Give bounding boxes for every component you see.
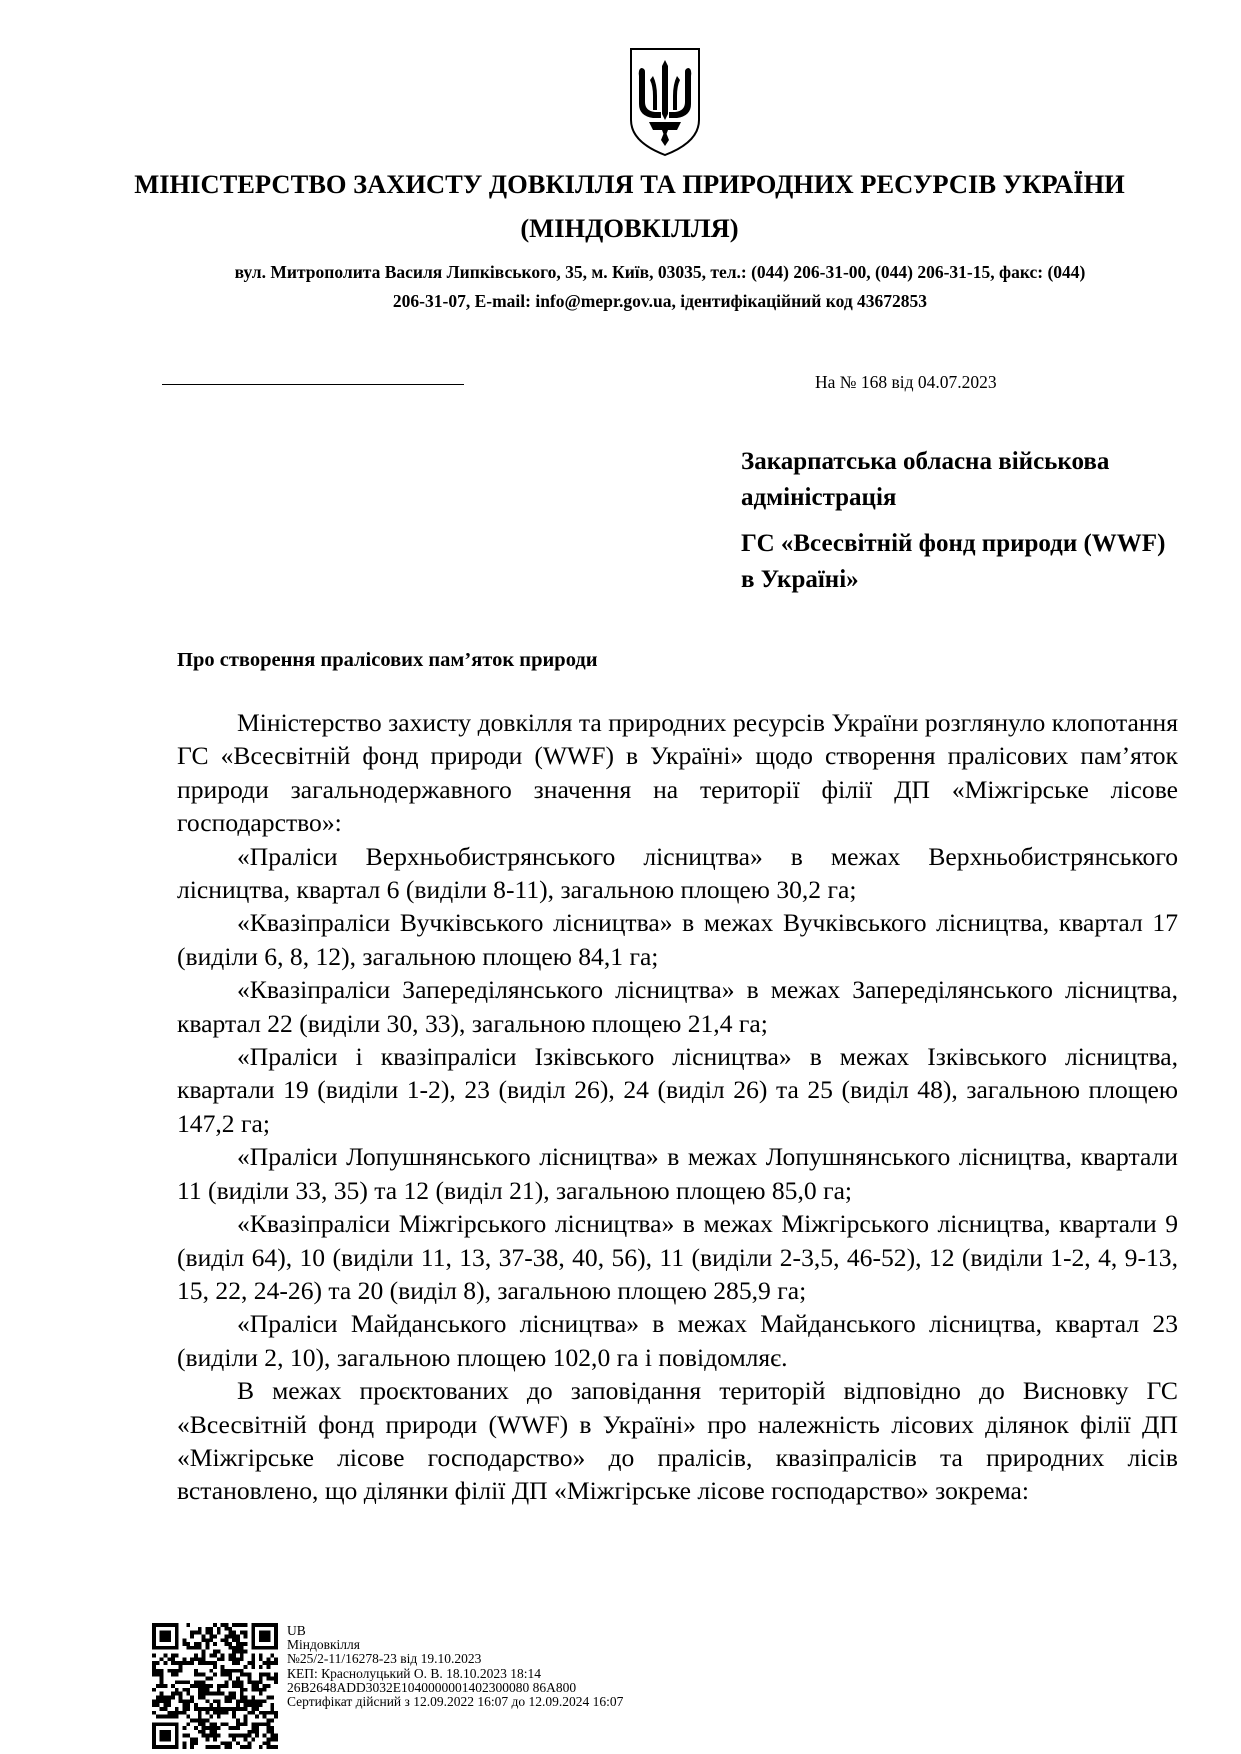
stamp-line: Сертифікат дійсний з 12.09.2022 16:07 до 12.09.2024 16:07 — [287, 1694, 624, 1710]
letter-subject: Про створення пралісових пам’яток природи — [177, 649, 598, 671]
address-line-2: 206-31-07, E-mail: info@mepr.gov.ua, ідентифікаційний код 43672853 — [392, 291, 928, 311]
ministry-short-name: (МІНДОВКІЛЛЯ) — [520, 213, 739, 243]
body-paragraph: «Праліси і квазіпраліси Ізківського лісництва» в межах Ізківського лісництва, квартали 19 (виділи 1-2), 23 (виділ 26), 24 (виділ 26) та 25 (виділ 48), загальною площею 147,2 га; — [177, 1042, 1178, 1138]
stamp-line: КЕП: Краснолуцький О. В. 18.10.2023 18:14 — [287, 1665, 542, 1681]
addressee-2: ГС «Всесвітній фонд природи (WWF) в Україні» — [741, 530, 1166, 593]
stamp-line: UB — [287, 1623, 306, 1638]
stamp-line: Міндовкілля — [287, 1637, 360, 1653]
body-paragraph: «Праліси Лопушнянського лісництва» в межах Лопушнянського лісництва, квартали 11 (виділи 33, 35) та 12 (виділ 21), загальною площею 85,0 га; — [177, 1142, 1178, 1205]
registration-number-line — [162, 384, 464, 385]
body-paragraph: Міністерство захисту довкілля та природних ресурсів України розглянуло клопотання ГС «Всесвітній фонд природи (WWF) в Україні» щодо створення пралісових пам’яток природи загальнодержавного значення на території філії ДП «Міжгірське лісове господарство»: — [177, 708, 1178, 838]
in-reply-to-reference: На № 168 від 04.07.2023 — [815, 372, 997, 392]
body-paragraph: «Квазіпраліси Запереділянського лісництва» в межах Запереділянського лісництва, квартал 22 (виділи 30, 33), загальною площею 21,4 га; — [177, 975, 1178, 1038]
ministry-address — [160, 258, 1160, 316]
body-paragraph: «Квазіпраліси Міжгірського лісництва» в межах Міжгірського лісництва, квартали 9 (виділ 64), 10 (виділи 11, 13, 37-38, 40, 56), 11 (виділи 2-3,5, 46-52), 12 (виділи 1-2, 4, 9-13, 15, 22, 24-26) та 20 (виділ 8), загальною площею 285,9 га; — [177, 1209, 1178, 1305]
body-paragraph: «Праліси Майданського лісництва» в межах Майданського лісництва, квартал 23 (виділи 2, 10), загальною площею 102,0 га і повідомляє. — [177, 1309, 1178, 1372]
body-paragraph: В межах проєктованих до заповідання територій відповідно до Висновку ГС «Всесвітній фонд природи (WWF) в Україні» про належність лісових ділянок філії ДП «Міжгірське лісове господарство» до пралісів, квазіпралісів та природних лісів встановлено, що ділянки філії ДП «Міжгірське лісове господарство» зокрема: — [177, 1376, 1178, 1506]
stamp-line: 26B2648ADD3032E1040000001402300080 86A800 — [287, 1679, 577, 1695]
address-line-1: вул. Митрополита Василя Липківського, 35, м. Київ, 03035, тел.: (044) 206-31-00, (044) 206-31-15, факс: (044) — [234, 262, 1086, 282]
addressee-1: Закарпатська обласна військова адміністрація — [741, 448, 1110, 511]
ukraine-trident-emblem-icon — [627, 46, 703, 158]
qr-code-icon — [152, 1623, 278, 1749]
body-paragraph: «Квазіпраліси Вучківського лісництва» в межах Вучківського лісництва, квартал 17 (виділи 6, 8, 12), загальною площею 84,1 га; — [177, 908, 1178, 971]
ministry-name: МІНІСТЕРСТВО ЗАХИСТУ ДОВКІЛЛЯ ТА ПРИРОДНИХ РЕСУРСІВ УКРАЇНИ — [134, 169, 1125, 199]
body-paragraph: «Праліси Верхньобистрянського лісництва» в межах Верхньобистрянського лісництва, квартал 6 (виділи 8-11), загальною площею 30,2 га; — [177, 841, 1178, 905]
electronic-signature-stamp — [287, 1624, 623, 1709]
stamp-line: №25/2-11/16278-23 від 19.10.2023 — [287, 1651, 482, 1667]
letter-body — [177, 706, 1178, 1508]
